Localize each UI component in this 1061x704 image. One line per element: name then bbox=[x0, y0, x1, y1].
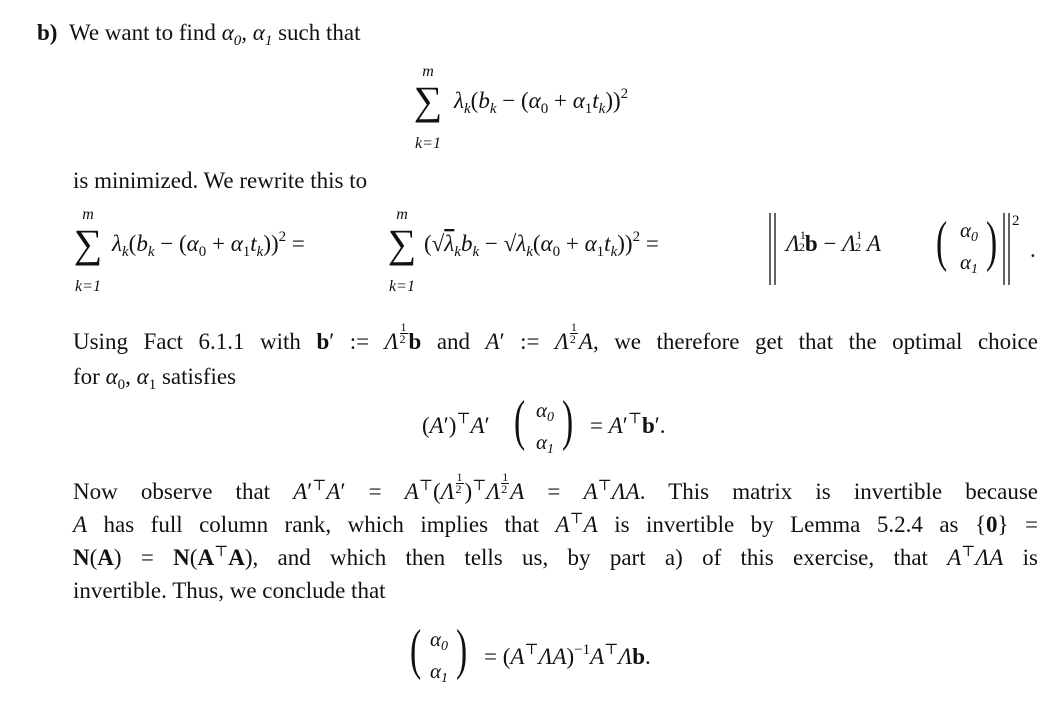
sum-upper-limit: m bbox=[422, 63, 434, 80]
svg-text:= A′⊤b′.: = A′⊤b′. bbox=[590, 411, 666, 438]
svg-text:∑: ∑ bbox=[387, 221, 417, 266]
intro-line bbox=[37, 20, 361, 49]
svg-text:.: . bbox=[1030, 237, 1036, 262]
svg-text:2: 2 bbox=[1012, 213, 1020, 229]
sum-sigma: ∑ bbox=[413, 78, 443, 123]
equation-normal bbox=[420, 393, 720, 463]
paragraph-fact-line2: for $\alpha_0$, $\alpha_1$ satisfies bbox=[73, 364, 237, 393]
svg-text:(A′)⊤A′: (A′)⊤A′ bbox=[422, 411, 490, 438]
paragraph-observe-2: A has full column rank, which implies that A⊤A is invertible by Lemma 5.2.4 as {0} = bbox=[73, 511, 1038, 537]
svg-text:(: ( bbox=[936, 210, 948, 273]
intro-text: We want to find bbox=[63, 20, 222, 45]
svg-text:): ) bbox=[562, 393, 574, 452]
svg-text:m: m bbox=[396, 206, 408, 223]
svg-text:α0: α0 bbox=[430, 627, 449, 654]
svg-text:α1: α1 bbox=[536, 430, 555, 457]
svg-text:∑: ∑ bbox=[73, 221, 103, 266]
svg-text:): ) bbox=[456, 620, 468, 681]
paragraph-observe-1: Now observe that A′⊤A′ = A⊤(Λ $\frac{1}{2}$ )⊤Λ $\frac{1}{2}$ A = A⊤ΛA. This matrix is invertible because bbox=[73, 470, 1038, 504]
svg-text:α1: α1 bbox=[430, 659, 449, 686]
svg-text:α1: α1 bbox=[960, 250, 979, 277]
svg-text:= (A⊤ΛA)−1A⊤Λb.: = $(A^⊤\Lambda A)^{-1}A^⊤\Lambda b$. bbox=[484, 642, 651, 669]
paragraph-fact: Using Fact 6.1.1 with b′ := Λ $\frac{1}{2}$ b and A′ := Λ $\frac{1}{2}$ A, we therefore get that the optimal choice bbox=[73, 320, 1038, 354]
part-label: b) bbox=[37, 20, 58, 45]
svg-text:m: m bbox=[82, 206, 94, 223]
equation-rewrite bbox=[68, 205, 1058, 295]
svg-text:α0: α0 bbox=[960, 218, 979, 245]
objective-body: $\lambda_k(b_k - (\alpha_0 + \alpha_1t_k))^2$ bbox=[454, 86, 629, 117]
intro-tail: such that bbox=[278, 20, 361, 45]
svg-text:Λ12b − Λ12 A: $\Lambda^1$ $2b - \Lambda^1$ 2 A bbox=[786, 228, 881, 256]
sum-lower-limit: k=1 bbox=[415, 135, 441, 152]
svg-text:α0: α0 bbox=[536, 398, 555, 425]
svg-text:(: ( bbox=[410, 620, 422, 681]
intro-vars: $\alpha_0$, $\alpha_1$ bbox=[221, 20, 273, 49]
svg-text:(: ( bbox=[514, 393, 526, 452]
svg-text:): ) bbox=[985, 210, 998, 273]
paragraph-observe-4: invertible. Thus, we conclude that bbox=[73, 578, 386, 603]
equation-objective bbox=[400, 62, 720, 157]
svg-text:λk(bk − (α0 + α1tk))2 =: $\lambda_k(b_k - (\alpha_0 + \alpha_1t_k))^2$ = bbox=[112, 229, 305, 260]
equation-solution bbox=[408, 620, 728, 695]
svg-text:(√λkbk − √λk(α0 + α1tk))2 =: $(√\lambda_kb_k - √\lambda_k(\alpha_0 + \alpha_1t_k))^2$ = bbox=[424, 229, 659, 260]
rewrite-line: is minimized. We rewrite this to bbox=[73, 168, 368, 193]
svg-text:k=1: k=1 bbox=[75, 278, 101, 295]
svg-text:k=1: k=1 bbox=[389, 278, 415, 295]
paragraph-observe-3: N(A) = N(A⊤A), and which then tells us, by part a) of this exercise, that A⊤ΛA is bbox=[73, 544, 1038, 570]
